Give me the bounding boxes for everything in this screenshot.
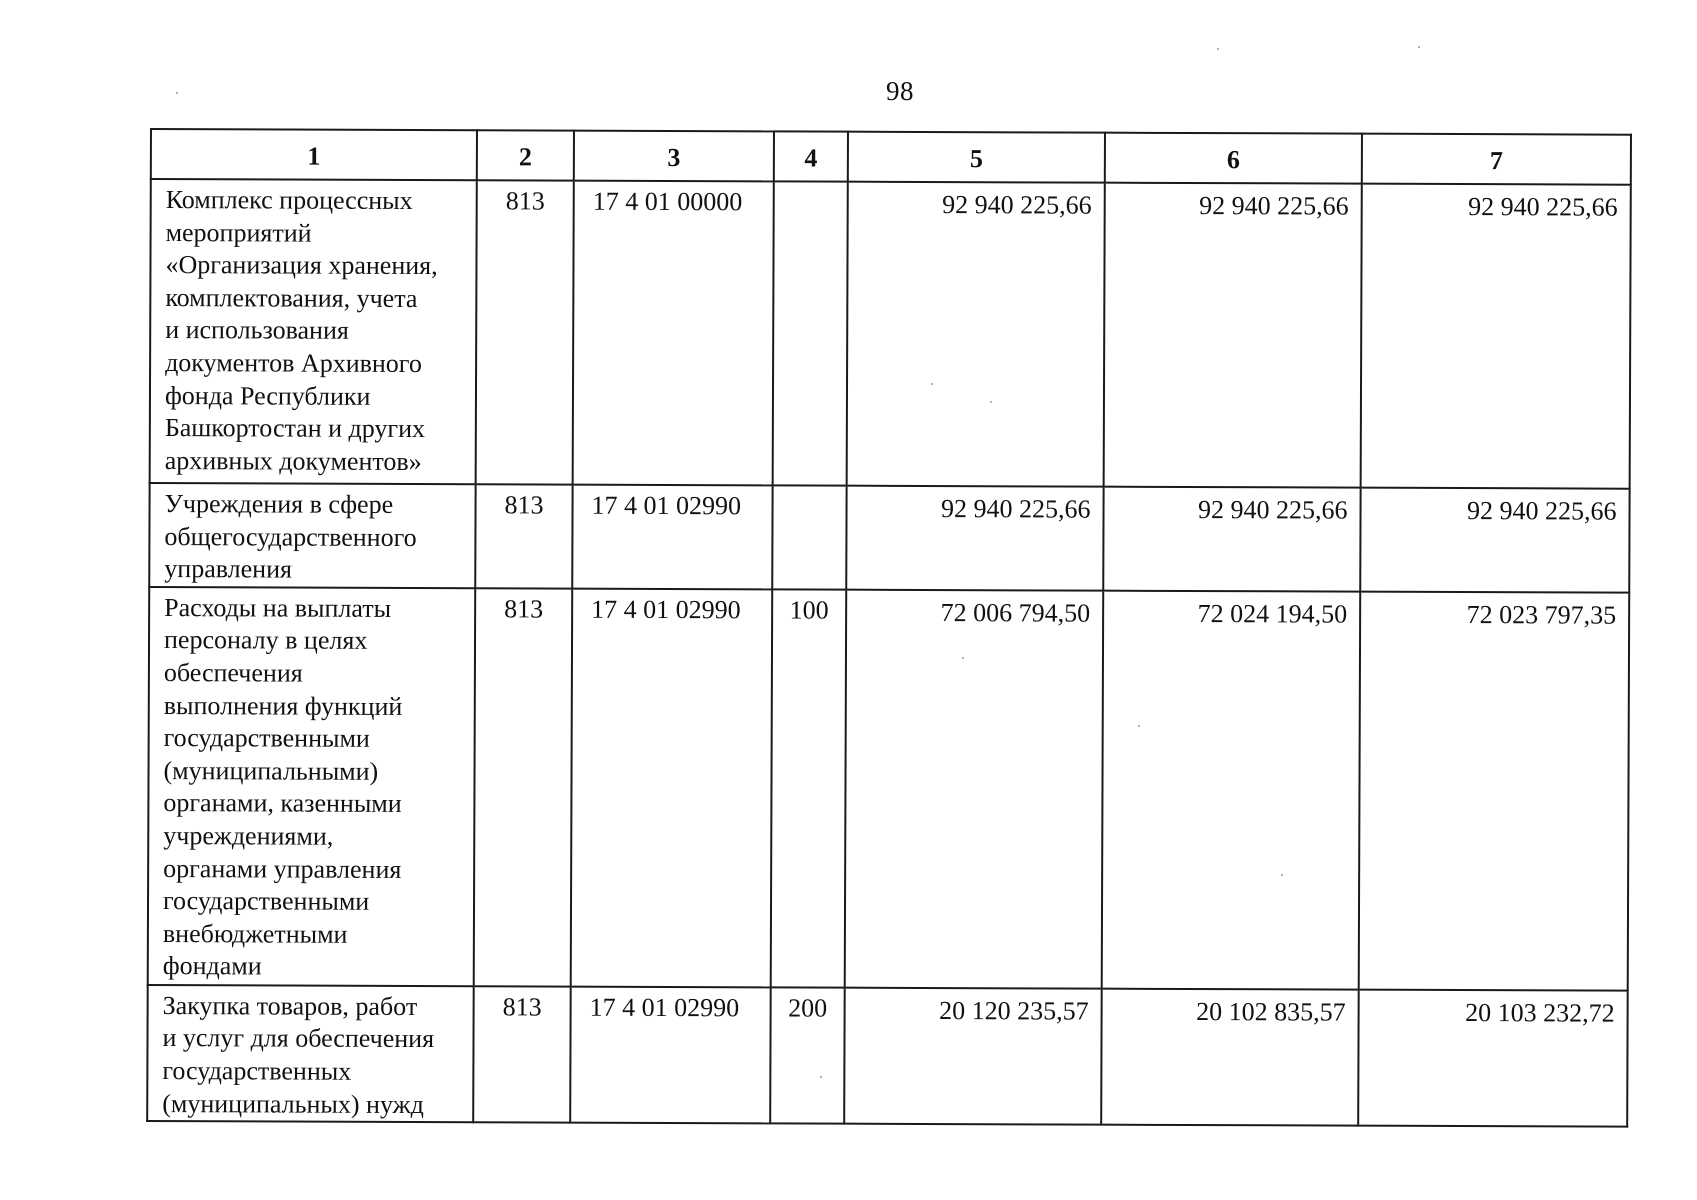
column-header: 4 [774,131,848,181]
scan-speck [962,657,964,659]
column-header: 6 [1105,133,1362,184]
amount-cell: 92 940 225,66 [1104,183,1362,488]
row-name-cell: Учреждения в сфере общегосударственного управления [149,483,475,588]
column-header: 7 [1362,134,1631,185]
target-article-cell: 17 4 01 02990 [571,588,773,987]
row-name-cell: Комплекс процессных мероприятий «Организация хранения, комплектования, учета и использования документов Архивного фонда Республики Башкортостан и других архивных документов» [150,179,477,484]
page-number: 98 [886,76,914,106]
amount-cell: 92 940 225,66 [1360,488,1629,593]
table-row [147,985,1628,1127]
amount-cell: 20 102 835,57 [1101,988,1359,1125]
table-row [148,587,1630,991]
scan-speck [176,92,178,94]
scan-speck [1418,46,1420,48]
budget-table [146,128,1632,1128]
scan-speck [931,383,933,385]
table-row [149,483,1629,592]
row-name-cell: Закупка товаров, работ и услуг для обеспечения государственных (муниципальных) нужд [147,985,474,1123]
scan-speck [990,401,992,403]
table-row [150,179,1631,489]
scan-speck [820,1076,822,1078]
amount-cell: 20 103 232,72 [1358,989,1628,1126]
chapter-code-cell: 813 [474,588,573,986]
scan-speck [1138,725,1140,727]
column-header: 3 [574,131,774,182]
target-article-cell: 17 4 01 02990 [570,986,771,1123]
chapter-code-cell: 813 [473,986,571,1123]
scan-speck [1217,48,1219,50]
chapter-code-cell: 813 [475,484,572,588]
target-article-cell: 17 4 01 00000 [573,181,774,486]
column-header: 5 [848,132,1105,183]
table-header-row [151,129,1631,185]
column-header: 2 [477,130,574,180]
column-header: 1 [151,129,477,180]
amount-cell: 72 024 194,50 [1102,590,1361,989]
target-article-cell: 17 4 01 02990 [572,485,772,590]
expense-type-cell: 200 [770,987,845,1124]
expense-type-cell [773,181,848,485]
amount-cell: 92 940 225,66 [846,486,1103,591]
row-name-cell: Расходы на выплаты персоналу в целях обеспечения выполнения функций государственными (муниципальными) органами, казенными учреждениями, органами управления государственными внебюджетными фондами [148,587,476,986]
amount-cell: 92 940 225,66 [1361,184,1631,489]
chapter-code-cell: 813 [476,180,574,484]
expense-type-cell: 100 [771,589,847,987]
amount-cell: 92 940 225,66 [1103,487,1360,592]
amount-cell: 72 006 794,50 [845,589,1104,988]
amount-cell: 72 023 797,35 [1359,591,1630,990]
scan-speck [1281,874,1283,876]
amount-cell: 92 940 225,66 [847,182,1105,487]
amount-cell: 20 120 235,57 [844,987,1102,1124]
expense-type-cell [772,485,846,589]
